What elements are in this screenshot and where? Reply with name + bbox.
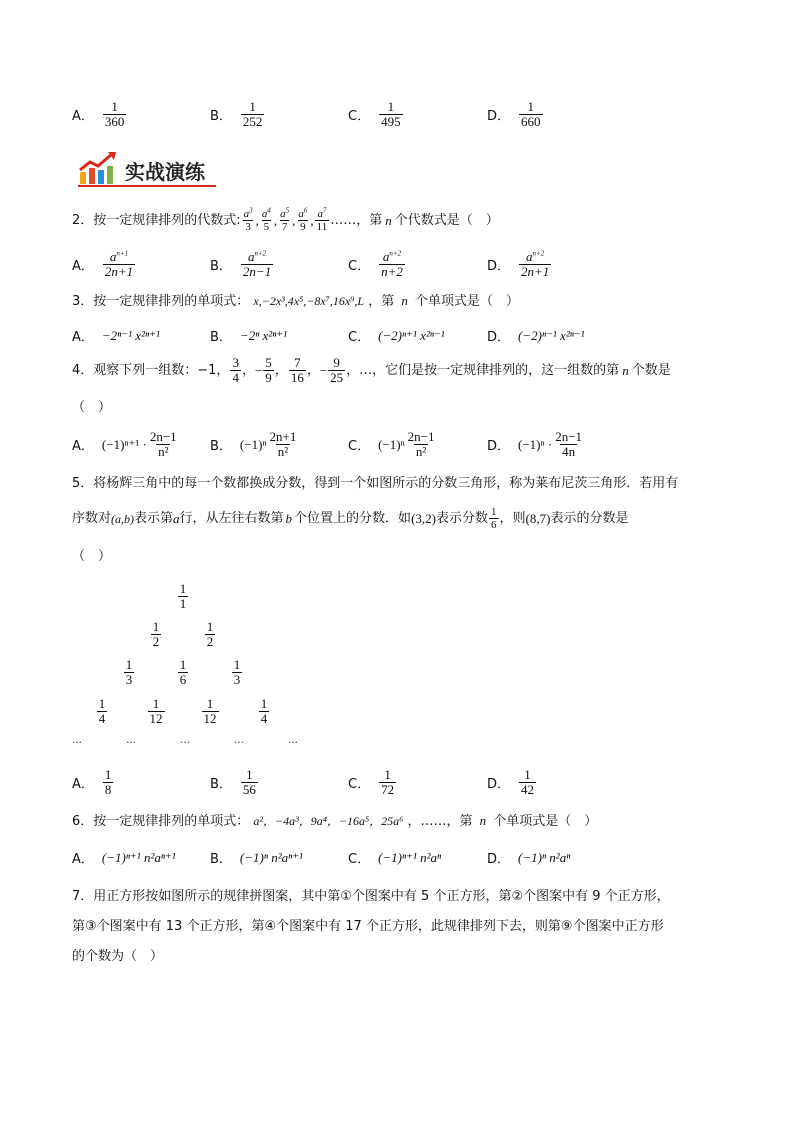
q4-sign-3: − <box>319 362 328 378</box>
q4-term-1 <box>263 356 274 385</box>
q6opts-label-2: C． <box>348 852 371 867</box>
q5-frac-1 <box>241 768 258 797</box>
triangle-ellipsis-1: … <box>126 735 137 746</box>
q6-suffix: ，……，第 <box>407 814 473 829</box>
triangle-cell-2-0-den: 3 <box>125 672 133 687</box>
q2-term-den-1: 5 <box>263 221 270 233</box>
q2-n: n <box>385 212 392 228</box>
q4-term-1-num: 5 <box>265 355 272 370</box>
q5opts-option-1 <box>210 768 259 797</box>
q2-suffix: 个代数式是（ ） <box>394 212 499 228</box>
q2-opt-sup-0: n+1 <box>116 249 129 258</box>
triangle-cell-3-3-den: 4 <box>260 711 268 726</box>
q5-l2d: 个位置上的分数．如 <box>294 510 412 526</box>
q6opts-option-2 <box>348 848 441 867</box>
q4-sep-2: ， <box>274 362 288 378</box>
q4-opt-coef-1: (−1)ⁿ <box>239 436 267 452</box>
q3-opt-expr-0: −2ⁿ⁻¹ x²ⁿ⁺¹ <box>101 327 160 343</box>
triangle-cell-3-2-den: 12 <box>203 711 217 726</box>
q2-term-2 <box>278 208 291 233</box>
q5-l2f: ，则 <box>499 510 526 526</box>
q5opts-option-3 <box>487 768 537 797</box>
triangle-cell-1-0-den: 2 <box>152 634 160 649</box>
q6opts-option-1 <box>210 848 303 867</box>
q1-frac-2-den: 495 <box>381 114 401 129</box>
q3-opt-expr-1: −2ⁿ x²ⁿ⁺¹ <box>239 327 288 343</box>
triangle-cell-1-1-den: 2 <box>206 634 214 649</box>
q3opts-label-1: B． <box>210 330 232 345</box>
triangle-cell-2-1-den: 6 <box>179 672 187 687</box>
triangle-cell-2-1-num: 1 <box>179 657 187 672</box>
triangle-cell-2-1 <box>173 658 193 687</box>
q2opts-option-3 <box>487 250 552 279</box>
triangle-cell-2-2 <box>227 658 247 687</box>
q5-frac-2-num: 1 <box>384 767 391 782</box>
section-underline <box>78 185 216 187</box>
q3opts-option-1 <box>210 326 287 345</box>
q4-opt-coef-3: (−1)ⁿ · <box>518 436 553 452</box>
q2-mid: ……，第 <box>330 212 383 228</box>
q6-prefix: 6．按一定规律排列的单项式： <box>72 814 250 829</box>
q4-line2: （ ） <box>72 400 112 415</box>
q4-opt-frac-0-num: 2n−1 <box>149 429 177 444</box>
q2-term-4 <box>315 208 330 233</box>
triangle-cell-3-0 <box>92 697 112 726</box>
q2-term-num-1: $a^4$ <box>261 206 271 220</box>
q4-opt-frac-3 <box>553 430 584 459</box>
q2-series <box>241 208 331 233</box>
q1-option-1 <box>210 100 265 129</box>
q4-opt-frac-1 <box>268 430 299 459</box>
q2-term-sup-0: 3 <box>249 206 253 215</box>
q2opts-option-2 <box>348 250 406 279</box>
q4opts-label-1: B． <box>210 439 232 454</box>
q4-term-1-den: 9 <box>265 370 272 385</box>
q1-label-0: A． <box>72 109 94 124</box>
q2-comma-2: , <box>273 212 278 228</box>
q5opts-label-2: C． <box>348 777 371 792</box>
question-7-line3: 的个数为（ ） <box>72 949 164 964</box>
q2-opt-den-1: 2n−1 <box>242 264 272 279</box>
q5-l2g: 表示的分数是 <box>550 510 629 526</box>
q5-frac-3-den: 42 <box>521 782 535 797</box>
q1-frac-0-den: 360 <box>104 114 125 129</box>
q2-term-num-4: $a^7$ <box>317 206 327 220</box>
triangle-cell-3-1-num: 1 <box>152 696 160 711</box>
q4-opt-coef-2: (−1)ⁿ <box>378 436 405 452</box>
q5-frac-2-den: 72 <box>381 782 395 797</box>
q6opts-label-0: A． <box>72 852 94 867</box>
q5opts-label-0: A． <box>72 777 94 792</box>
q5opts-label-3: D． <box>487 777 511 792</box>
q5-b: b <box>285 510 293 526</box>
q5-l2b: 表示第 <box>134 510 174 526</box>
q2-opt-num-2: $a^{n+2}$ <box>382 249 402 264</box>
triangle-cell-0-0 <box>173 582 193 611</box>
q2-opt-num-3: $a^{n+2}$ <box>526 249 545 264</box>
q4-opt-frac-2-num: 2n−1 <box>407 429 435 444</box>
q2-opt-frac-2 <box>379 250 405 279</box>
q4-sign-1: − <box>254 362 263 378</box>
q4-term-2-num: 7 <box>294 355 301 370</box>
q6-opt-expr-1: (−1)ⁿ n²aⁿ⁺¹ <box>239 849 303 865</box>
q2-term-sup-1: 4 <box>267 206 271 215</box>
q4-opt-frac-2-den: n² <box>415 444 427 459</box>
q2-opt-sup-2: n+2 <box>389 249 402 258</box>
q3-prefix: 3．按一定规律排列的单项式： <box>72 294 250 309</box>
q1-frac-3 <box>519 100 543 129</box>
q2-term-num-3: $a^6$ <box>298 206 308 220</box>
triangle-cell-2-2-den: 3 <box>233 672 241 687</box>
q2-opt-den-2: n+2 <box>381 264 403 279</box>
triangle-cell-2-2-num: 1 <box>233 657 241 672</box>
q5opts-label-1: B． <box>210 777 232 792</box>
q3opts-label-0: A． <box>72 330 94 345</box>
q2-term-den-3: 9 <box>300 221 306 233</box>
question-2 <box>72 208 499 233</box>
q6opts-label-3: D． <box>487 852 511 867</box>
q2opts-label-1: B． <box>210 259 232 274</box>
triangle-cell-3-3-num: 1 <box>260 696 268 711</box>
q5-ask: (8,7) <box>525 510 551 526</box>
q4-n: n <box>622 362 629 378</box>
q2-comma-4: , <box>310 212 314 228</box>
q5-line3: （ ） <box>72 549 112 564</box>
question-5-line1: 5．将杨辉三角中的每一个数都换成分数，得到一个如图所示的分数三角形，称为莱布尼茨三角形．若用有 <box>72 476 679 491</box>
q4-sep-3: ， <box>306 362 320 378</box>
q2-term-den-2: 7 <box>281 221 288 233</box>
q3-series: x,−2x³,4x⁵,−8x⁷,16x⁹,L <box>253 294 365 308</box>
q3opts-label-2: C． <box>348 330 371 345</box>
triangle-cell-3-2 <box>200 697 220 726</box>
q3opts-option-3 <box>487 326 585 345</box>
q1-frac-3-den: 660 <box>521 114 541 129</box>
q3-suffix: 个单项式是（ ） <box>414 294 519 309</box>
q6-n: n <box>479 813 487 828</box>
q1-label-2: C． <box>348 109 371 124</box>
q4opts-option-2 <box>348 430 438 459</box>
triangle-ellipsis-4: … <box>288 735 299 746</box>
q2-prefix: 2．按一定规律排列的代数式: <box>72 212 241 228</box>
q3-opt-expr-3: (−2)ⁿ⁻¹ x²ⁿ⁻¹ <box>518 327 585 343</box>
q5-a: a <box>173 510 180 526</box>
q4-term-3-num: 9 <box>333 355 340 370</box>
q2opts-label-2: C． <box>348 259 371 274</box>
triangle-cell-1-0-num: 1 <box>152 619 160 634</box>
q5-frac-1-num: 1 <box>246 767 253 782</box>
q4-opt-frac-3-num: 2n−1 <box>555 429 583 444</box>
q1-option-3 <box>487 100 544 129</box>
q4-term-0-den: 4 <box>232 370 239 385</box>
q6-series: a²，−4a³，9a⁴，−16a⁵，25a⁶ <box>253 814 404 828</box>
q2-term-1 <box>260 208 273 233</box>
q2opts-option-0 <box>72 250 136 279</box>
q1-frac-2-num: 1 <box>387 99 395 114</box>
triangle-cell-1-1-num: 1 <box>206 619 214 634</box>
q5-frac-1-den: 56 <box>242 782 256 797</box>
q3opts-option-2 <box>348 326 445 345</box>
q4-opt-frac-0 <box>148 430 179 459</box>
q4-sep-1: ， <box>241 362 255 378</box>
q5-l2e: 表示分数 <box>435 510 488 526</box>
q1-frac-2 <box>379 100 403 129</box>
q1-option-0 <box>72 100 127 129</box>
q4-suffix2: 个数是 <box>631 362 671 378</box>
q4-term-3-den: 25 <box>330 370 344 385</box>
q2-term-den-4: 11 <box>316 221 328 233</box>
triangle-cell-3-0-num: 1 <box>98 696 106 711</box>
q2-opt-sup-1: n+2 <box>254 249 267 258</box>
q5opts-option-2 <box>348 768 397 797</box>
q3opts-option-0 <box>72 326 160 345</box>
q6-opt-expr-0: (−1)ⁿ⁺¹ n²aⁿ⁺¹ <box>101 849 176 865</box>
q5-ex: (3,2) <box>411 510 436 526</box>
triangle-cell-1-1 <box>200 620 220 649</box>
chart-growth-icon <box>78 150 118 186</box>
q2-term-sup-2: 5 <box>285 206 290 215</box>
q2-opt-den-3: 2n+1 <box>521 264 550 279</box>
q2-term-den-0: 3 <box>245 221 251 233</box>
q3opts-label-3: D． <box>487 330 511 345</box>
q1-frac-1-den: 252 <box>242 114 263 129</box>
triangle-cell-3-0-den: 4 <box>98 711 106 726</box>
q5-l2c: 行，从左往右数第 <box>179 510 284 526</box>
q4-term-0-num: 3 <box>232 355 239 370</box>
q5-frac-3 <box>519 768 536 797</box>
q4-term-2-den: 16 <box>290 370 304 385</box>
q6opts-option-0 <box>72 848 176 867</box>
section-header <box>78 150 218 188</box>
triangle-cell-2-0-num: 1 <box>125 657 133 672</box>
q1-label-3: D． <box>487 109 511 124</box>
q5-frac-0 <box>103 768 114 797</box>
triangle-cell-3-3 <box>254 697 274 726</box>
section-title: 实战演练 <box>125 160 205 184</box>
triangle-cell-0-0-num: 1 <box>179 581 187 596</box>
triangle-cell-3-1 <box>146 697 166 726</box>
q5-frac-0-num: 1 <box>104 767 112 782</box>
q6-opt-expr-3: (−1)ⁿ n²aⁿ <box>518 849 571 865</box>
q2-term-sup-4: 7 <box>322 206 327 215</box>
q2-opt-frac-3 <box>519 250 551 279</box>
q4opts-option-1 <box>210 430 299 459</box>
q4-opt-frac-1-den: n² <box>277 444 289 459</box>
triangle-ellipsis-2: … <box>180 735 191 746</box>
q4-opt-frac-3-den: 4n <box>562 444 576 459</box>
q2-term-num-2: $a^5$ <box>280 206 290 220</box>
q4-prefix: 4．观察下列一组数：−1， <box>72 362 230 378</box>
q6-opt-expr-2: (−1)ⁿ⁺¹ n²aⁿ <box>378 849 442 865</box>
q5-frac-0-den: 8 <box>104 782 112 797</box>
q2opts-label-0: A． <box>72 259 94 274</box>
q4opts-label-3: D． <box>487 439 511 454</box>
q4opts-label-0: A． <box>72 439 94 454</box>
q4opts-option-3 <box>487 430 585 459</box>
triangle-cell-3-2-num: 1 <box>206 696 214 711</box>
q4-term-2 <box>289 356 306 385</box>
q6opts-label-1: B． <box>210 852 232 867</box>
question-7-line2: 第③个图案中有 13 个正方形，第④个图案中有 17 个正方形，此规律排列下去，则第⑨个图案中正方形 <box>72 919 664 934</box>
q4-term-3 <box>328 356 345 385</box>
q5-frac-2 <box>379 768 396 797</box>
q5-ex-frac <box>489 506 499 531</box>
q4-opt-frac-0-den: n² <box>158 444 169 459</box>
q4-opt-frac-2 <box>406 430 437 459</box>
q4opts-label-2: C． <box>348 439 371 454</box>
question-4 <box>72 356 671 385</box>
question-5-line2 <box>72 506 628 531</box>
q3-opt-expr-2: (−2)ⁿ⁺¹ x²ⁿ⁻¹ <box>378 327 445 343</box>
q2-opt-den-0: 2n+1 <box>104 264 134 279</box>
q4-term-0 <box>230 356 241 385</box>
q3-mid: ，第 <box>368 294 395 309</box>
q1-option-2 <box>348 100 404 129</box>
q5-frac-3-num: 1 <box>524 767 531 782</box>
q2-opt-frac-0 <box>103 250 135 279</box>
q2-opt-frac-1 <box>241 250 273 279</box>
q4-opt-frac-1-num: 2n+1 <box>269 429 297 444</box>
q2-term-3 <box>296 208 309 233</box>
question-7-line1: 7．用正方形按如图所示的规律拼图案，其中第①个图案中有 5 个正方形，第②个图案中有 9 个正方形， <box>72 889 670 904</box>
q2-opt-num-0: $a^{n+1}$ <box>109 249 129 264</box>
q5-l2a: 序数对 <box>72 510 112 526</box>
q4-series <box>229 356 346 385</box>
q1-frac-0 <box>103 100 127 129</box>
q6-suffix2: 个单项式是（ ） <box>493 814 598 829</box>
triangle-cell-1-0 <box>146 620 166 649</box>
q4-suffix: ，…，它们是按一定规律排列的，这一组数的第 <box>346 362 620 378</box>
q2-term-sup-3: 6 <box>303 206 308 215</box>
q1-label-1: B． <box>210 109 232 124</box>
q1-frac-0-num: 1 <box>111 99 118 114</box>
triangle-cell-0-0-den: 1 <box>179 596 187 611</box>
triangle-cell-2-0 <box>119 658 139 687</box>
q2-comma-3: , <box>292 212 296 228</box>
q2opts-option-1 <box>210 250 274 279</box>
q2opts-label-3: D． <box>487 259 511 274</box>
triangle-ellipsis-0: … <box>72 735 83 746</box>
q2-opt-sup-3: n+2 <box>532 249 545 258</box>
q2-opt-num-1: $a^{n+2}$ <box>247 249 267 264</box>
triangle-cell-3-1-den: 12 <box>149 711 163 726</box>
question-6 <box>72 812 597 831</box>
question-3 <box>72 292 519 311</box>
q2-term-num-0: $a^3$ <box>243 206 253 220</box>
q5-ex-num: 1 <box>491 506 497 518</box>
q5opts-option-0 <box>72 768 114 797</box>
q4-opt-coef-0: (−1)ⁿ⁺¹ · <box>101 436 147 452</box>
q2-term-0 <box>242 208 255 233</box>
triangle-ellipsis-3: … <box>234 735 245 746</box>
q2-comma-1: , <box>255 212 259 228</box>
q3-n: n <box>401 293 408 308</box>
q5-ex-den: 6 <box>491 519 497 531</box>
q6opts-option-3 <box>487 848 570 867</box>
q5-pair: (a,b) <box>111 511 135 526</box>
q1-frac-3-num: 1 <box>527 99 535 114</box>
q1-frac-1 <box>241 100 265 129</box>
q4opts-option-0 <box>72 430 180 459</box>
q1-frac-1-num: 1 <box>249 99 256 114</box>
